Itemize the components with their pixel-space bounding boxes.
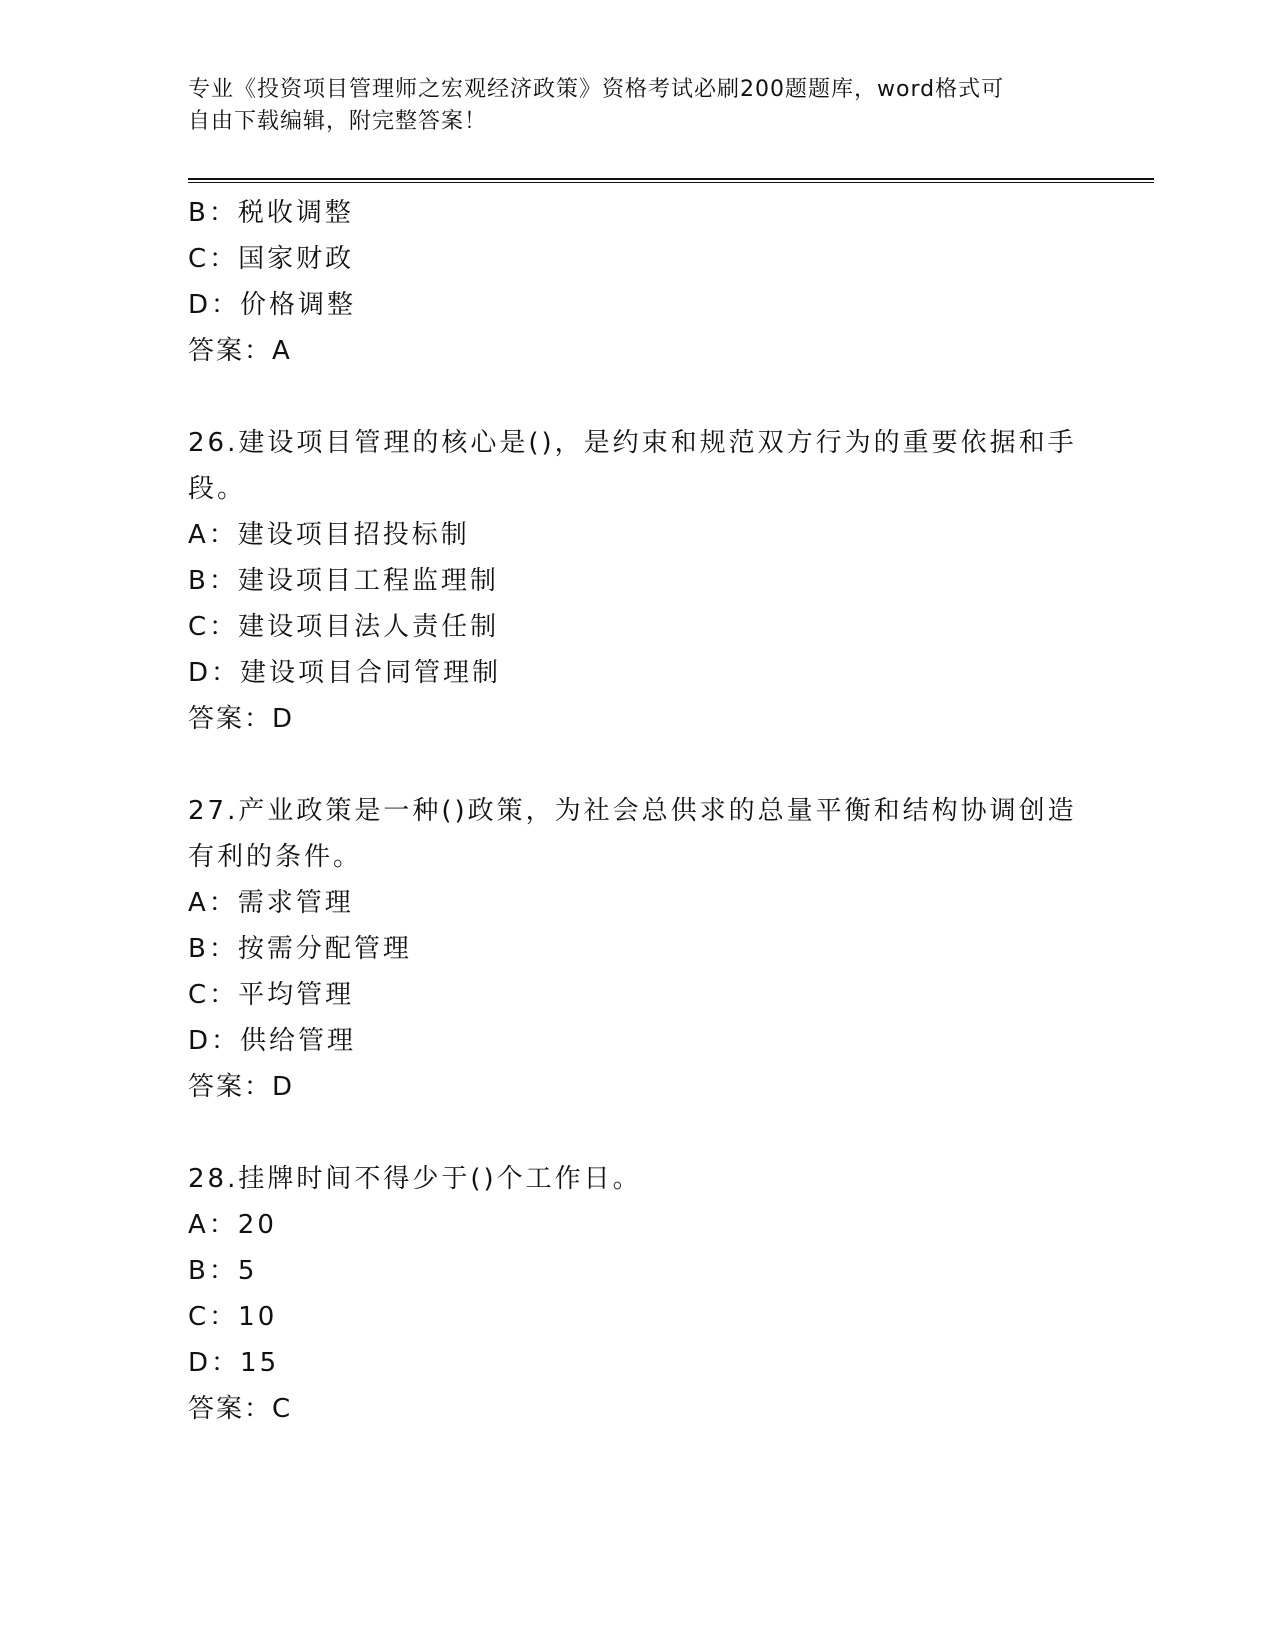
option-a: A：20 xyxy=(188,1210,277,1240)
document-body xyxy=(188,190,1088,1432)
answer-line: 答案：D xyxy=(188,704,295,734)
document-header xyxy=(188,74,1068,138)
option-c: C：10 xyxy=(188,1302,278,1332)
option-c: C：平均管理 xyxy=(188,980,355,1010)
header-line-1: 专业《投资项目管理师之宏观经济政策》资格考试必刷200题题库，word格式可 xyxy=(188,77,1005,102)
option-d: D：价格调整 xyxy=(188,290,357,320)
option-d: D：供给管理 xyxy=(188,1026,357,1056)
option-a: A：需求管理 xyxy=(188,888,354,918)
header-divider-thick xyxy=(188,178,1154,180)
answer-line: 答案：A xyxy=(188,336,292,366)
option-d: D：15 xyxy=(188,1348,280,1378)
option-a: A：建设项目招投标制 xyxy=(188,520,470,550)
header-line-2: 自由下载编辑，附完整答案！ xyxy=(188,109,488,134)
answer-line: 答案：C xyxy=(188,1394,293,1424)
option-b: B：按需分配管理 xyxy=(188,934,412,964)
option-b: B：建设项目工程监理制 xyxy=(188,566,499,596)
question-block-27 xyxy=(188,788,1088,1110)
option-c: C：建设项目法人责任制 xyxy=(188,612,500,642)
question-text: 26.建设项目管理的核心是()，是约束和规范双方行为的重要依据和手段。 xyxy=(188,428,1077,504)
question-text: 27.产业政策是一种()政策，为社会总供求的总量平衡和结构协调创造有利的条件。 xyxy=(188,796,1077,872)
option-b: B：税收调整 xyxy=(188,198,354,228)
option-b: B：5 xyxy=(188,1256,258,1286)
question-text: 28.挂牌时间不得少于()个工作日。 xyxy=(188,1164,642,1194)
answer-line: 答案：D xyxy=(188,1072,295,1102)
question-block-28 xyxy=(188,1156,1088,1432)
question-block-26 xyxy=(188,420,1088,742)
question-block-partial xyxy=(188,190,1088,374)
option-c: C：国家财政 xyxy=(188,244,355,274)
header-divider-thin xyxy=(188,182,1154,183)
option-d: D：建设项目合同管理制 xyxy=(188,658,502,688)
